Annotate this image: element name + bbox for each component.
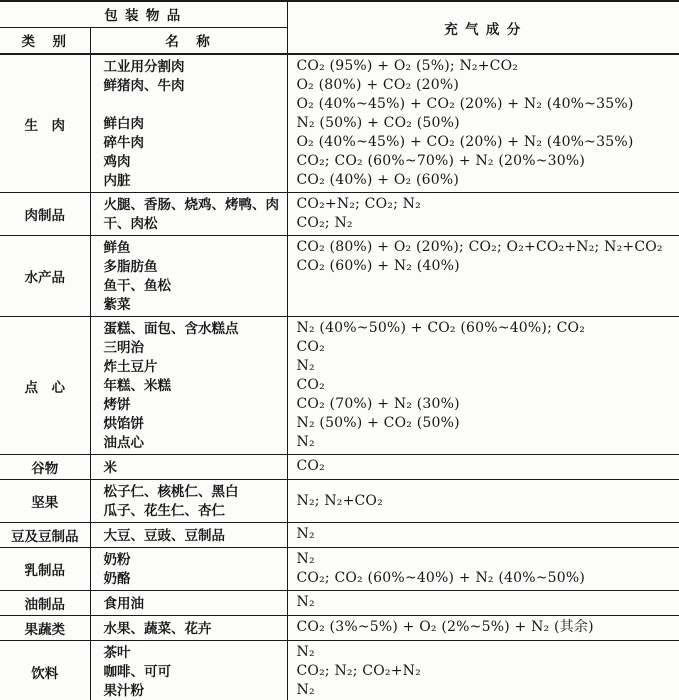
category-cell: 油制品 [0, 591, 90, 616]
item-name: 鲜白肉 [103, 116, 144, 131]
gas-composition: N₂ [296, 434, 315, 450]
name-cell [90, 523, 287, 548]
category-cell: 乳制品 [0, 548, 90, 591]
gas-composition: CO₂ (40%) + O₂ (60%) [296, 172, 460, 188]
section-row [0, 548, 679, 591]
item-name: 咖啡、可可 [103, 664, 171, 679]
category-cell: 水产品 [0, 236, 90, 317]
item-name: 果汁粉 [103, 683, 144, 698]
gas-composition: CO₂; N₂ [296, 215, 353, 231]
category-cell: 坚果 [0, 480, 90, 523]
gas-composition: N₂ [296, 682, 315, 698]
gas-composition: O₂ (40%~45%) + CO₂ (20%) + N₂ (40%~35%) [296, 134, 634, 150]
table-header [0, 1, 679, 54]
item-name: 鲜猪肉、牛肉 [103, 78, 185, 93]
gas-composition: N₂ [296, 358, 315, 374]
item-name: 火腿、香肠、烧鸡、烤鸭、肉 [103, 197, 279, 212]
category-cell: 果蔬类 [0, 616, 90, 641]
item-name: 米 [103, 459, 117, 475]
gas-cell [287, 317, 679, 455]
gas-cell [287, 54, 679, 193]
section-row [0, 616, 679, 641]
gas-composition: CO₂ (95%) + O₂ (5%); N₂+CO₂ [296, 58, 519, 74]
header-gas-composition: 充 气 成 分 [287, 1, 679, 54]
header-category: 类 别 [0, 27, 90, 54]
gas-composition [297, 295, 678, 314]
name-cell [90, 641, 287, 700]
gas-cell [287, 548, 679, 591]
category-cell: 豆及豆制品 [0, 523, 90, 548]
name-cell [90, 480, 287, 523]
category-cell: 点 心 [0, 317, 90, 455]
item-name: 年糕、米糕 [103, 378, 171, 393]
item-name: 炸土豆片 [103, 359, 158, 374]
item-name: 紫菜 [103, 297, 131, 312]
gas-composition: CO₂; N₂; CO₂+N₂ [296, 663, 421, 679]
header-name: 名 称 [90, 27, 287, 54]
name-cell [90, 591, 287, 616]
gas-cell [287, 193, 679, 236]
item-name: 鲜鱼 [103, 240, 131, 255]
gas-composition: N₂ [296, 594, 315, 610]
item-name: 水果、蔬菜、花卉 [103, 620, 212, 636]
gas-composition: N₂; N₂+CO₂ [296, 492, 383, 509]
gas-composition: O₂ (40%~45%) + CO₂ (20%) + N₂ (40%~35%) [296, 96, 634, 112]
gas-composition: CO₂ [296, 339, 325, 355]
header-row-1 [0, 1, 679, 27]
category-cell: 肉制品 [0, 193, 90, 236]
gas-cell [287, 455, 679, 480]
gas-composition: N₂ (50%) + CO₂ (50%) [296, 115, 460, 131]
header-packaging-group: 包 装 物 品 [0, 1, 287, 27]
gas-cell [287, 641, 679, 700]
item-name: 碎牛肉 [103, 135, 144, 150]
name-cell [90, 193, 287, 236]
gas-composition: N₂ (40%~50%) + CO₂ (60%~40%); CO₂ [296, 320, 586, 336]
gas-composition: N₂ (50%) + CO₂ (50%) [296, 415, 460, 431]
gas-composition: CO₂; CO₂ (60%~40%) + N₂ (40%~50%) [296, 570, 586, 586]
item-name: 干、肉松 [103, 216, 158, 231]
item-name: 油点心 [103, 435, 144, 450]
table-body [0, 54, 679, 700]
item-name: 鸡肉 [103, 154, 131, 169]
gas-composition: CO₂ [296, 458, 325, 474]
section-row [0, 523, 679, 548]
gas-cell [287, 616, 679, 641]
gas-composition: N₂ [296, 551, 315, 567]
item-name: 鱼干、鱼松 [103, 278, 171, 293]
section-row [0, 236, 679, 317]
gas-composition: CO₂ (80%) + O₂ (20%); CO₂; O₂+CO₂+N₂; N₂+CO₂ [296, 239, 663, 255]
gas-cell [287, 523, 679, 548]
item-name [104, 95, 285, 114]
gas-cell [287, 480, 679, 523]
gas-composition: CO₂+N₂; CO₂; N₂ [296, 196, 421, 212]
item-name: 大豆、豆豉、豆制品 [103, 527, 225, 543]
name-cell [90, 317, 287, 455]
item-name: 多脂肪鱼 [103, 259, 158, 274]
category-cell: 谷物 [0, 455, 90, 480]
item-name: 烘馅饼 [103, 416, 144, 431]
name-cell [90, 616, 287, 641]
section-row [0, 317, 679, 455]
gas-composition: N₂ [296, 644, 315, 660]
item-name: 工业用分割肉 [103, 59, 185, 74]
gas-composition: CO₂ [296, 377, 325, 393]
gas-composition: CO₂ (60%) + N₂ (40%) [296, 258, 460, 274]
gas-composition: CO₂ (3%~5%) + O₂ (2%~5%) + N₂ (其余) [296, 619, 594, 635]
gas-cell [287, 236, 679, 317]
name-cell [90, 236, 287, 317]
item-name: 奶粉 [103, 552, 131, 567]
section-row [0, 193, 679, 236]
item-name: 茶叶 [103, 645, 131, 660]
name-cell [90, 455, 287, 480]
item-name: 蛋糕、面包、含水糕点 [103, 321, 239, 336]
section-row [0, 591, 679, 616]
gas-composition: CO₂; CO₂ (60%~70%) + N₂ (20%~30%) [296, 153, 586, 169]
gas-composition [297, 276, 678, 295]
section-row [0, 54, 679, 193]
category-cell: 饮料 [0, 641, 90, 700]
gas-composition: N₂ [296, 526, 315, 542]
item-name: 奶酪 [103, 571, 131, 586]
name-cell [90, 548, 287, 591]
category-cell: 生 肉 [0, 54, 90, 193]
item-name: 食用油 [103, 595, 144, 611]
gas-composition: CO₂ (70%) + N₂ (30%) [296, 396, 460, 412]
section-row [0, 455, 679, 480]
section-row [0, 641, 679, 700]
item-name: 松子仁、核桃仁、黑白 [103, 484, 239, 499]
section-row [0, 480, 679, 523]
gas-cell [287, 591, 679, 616]
gas-composition: O₂ (80%) + CO₂ (20%) [296, 77, 460, 93]
item-name: 内脏 [103, 173, 131, 188]
item-name: 三明治 [103, 340, 144, 355]
item-name: 烤饼 [103, 397, 131, 412]
item-name: 瓜子、花生仁、杏仁 [103, 503, 225, 518]
name-cell [90, 54, 287, 193]
